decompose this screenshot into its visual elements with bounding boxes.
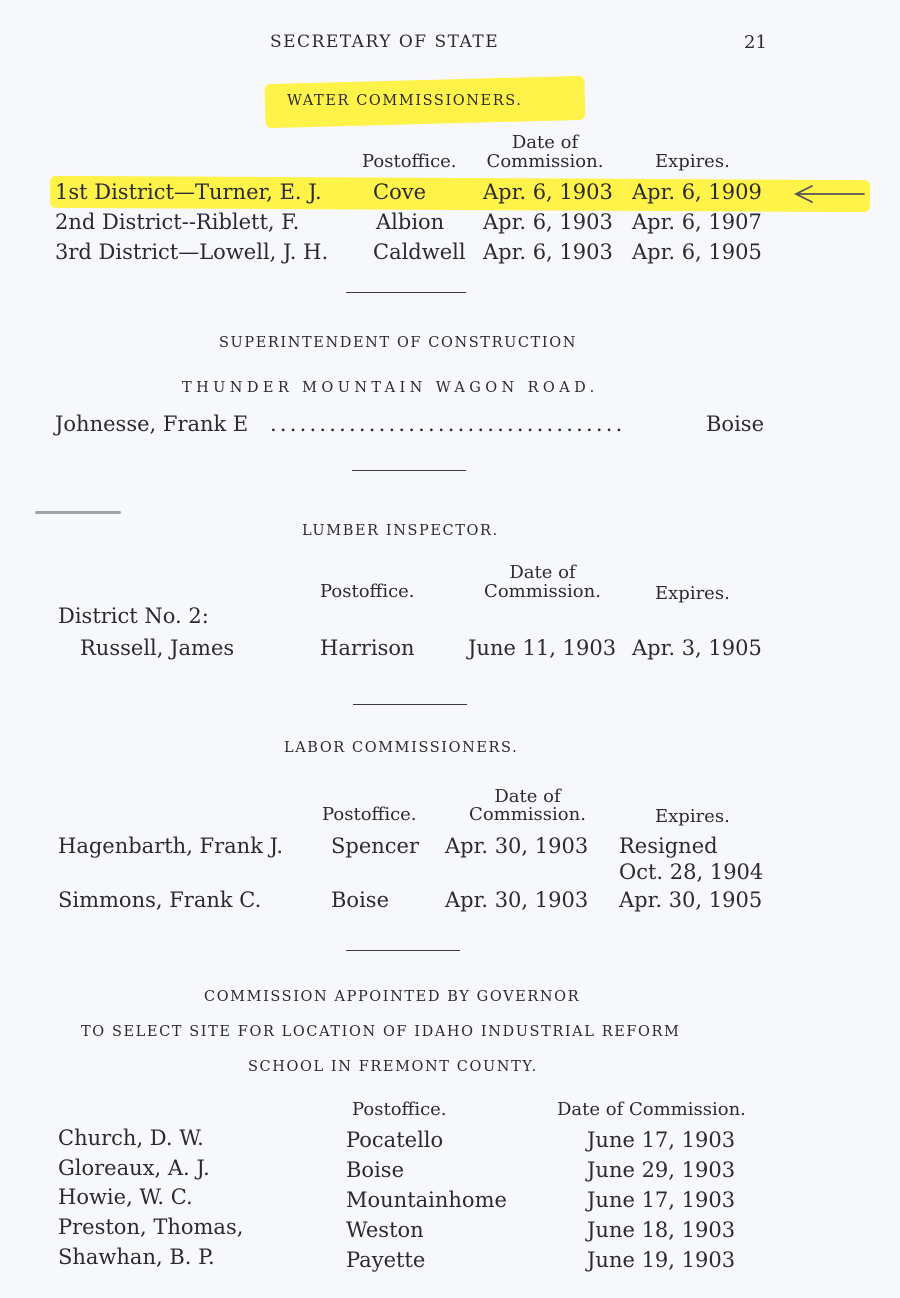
- lumber-postoffice: Harrison: [320, 636, 415, 660]
- commission-col-date: Date of Commission.: [557, 1099, 746, 1120]
- labor-col-postoffice: Postoffice.: [322, 804, 417, 825]
- water-row-postoffice: Cove: [373, 180, 427, 204]
- lumber-name: Russell, James: [80, 636, 235, 660]
- water-row-postoffice: Caldwell: [373, 240, 466, 264]
- lumber-col-date-1: Date of: [509, 562, 576, 583]
- lumber-col-postoffice: Postoffice.: [320, 581, 415, 602]
- labor-row-name: Simmons, Frank C.: [58, 888, 262, 912]
- labor-col-date-2: Commission.: [469, 804, 586, 825]
- running-header-title: SECRETARY OF STATE: [270, 32, 500, 52]
- section-divider: [353, 704, 467, 705]
- section-divider: [346, 950, 460, 951]
- labor-row-expires-date: Oct. 28, 1904: [619, 860, 764, 884]
- section-divider: [352, 470, 466, 471]
- water-col-postoffice: Postoffice.: [362, 151, 457, 172]
- commission-row-date: June 17, 1903: [587, 1188, 736, 1212]
- labor-row-date: Apr. 30, 1903: [445, 834, 589, 858]
- water-row-postoffice: Albion: [376, 210, 445, 234]
- lumber-district: District No. 2:: [58, 604, 209, 628]
- commission-title-2: TO SELECT SITE FOR LOCATION OF IDAHO INDUSTRIAL REFORM: [81, 1024, 681, 1040]
- labor-col-expires: Expires.: [655, 806, 730, 827]
- commission-row-date: June 17, 1903: [587, 1128, 736, 1152]
- section-divider: [346, 292, 466, 293]
- labor-row-date: Apr. 30, 1903: [445, 888, 589, 912]
- superintendent-place: Boise: [706, 412, 764, 436]
- water-col-date-1: Date of: [511, 132, 579, 153]
- labor-row-expires: Resigned: [619, 834, 718, 858]
- water-col-expires: Expires.: [655, 151, 730, 172]
- commission-row-name: Church, D. W.: [58, 1126, 204, 1150]
- commission-title-1: COMMISSION APPOINTED BY GOVERNOR: [204, 989, 581, 1005]
- labor-row-name: Hagenbarth, Frank J.: [58, 834, 284, 858]
- water-row-expires: Apr. 6, 1907: [632, 210, 762, 234]
- water-row-expires: Apr. 6, 1909: [632, 180, 762, 204]
- labor-row-expires: Apr. 30, 1905: [619, 888, 763, 912]
- commission-row-postoffice: Payette: [346, 1248, 426, 1272]
- commission-row-postoffice: Weston: [346, 1218, 424, 1242]
- commission-row-date: June 18, 1903: [587, 1218, 736, 1242]
- lumber-col-date-2: Commission.: [484, 581, 601, 602]
- commission-row-date: June 29, 1903: [587, 1158, 736, 1182]
- commission-row-date: June 19, 1903: [587, 1248, 736, 1272]
- commission-row-postoffice: Pocatello: [346, 1128, 444, 1152]
- arrow-left-icon: [790, 183, 870, 205]
- superintendent-name: Johnesse, Frank E: [55, 412, 249, 436]
- water-row-name: 1st District—Turner, E. J.: [55, 180, 322, 204]
- labor-row-postoffice: Spencer: [331, 834, 420, 858]
- water-row-name: 3rd District—Lowell, J. H.: [55, 240, 329, 264]
- commission-row-name: Gloreaux, A. J.: [58, 1156, 210, 1180]
- ink-smudge: [35, 511, 121, 514]
- commission-col-postoffice: Postoffice.: [352, 1099, 447, 1120]
- lumber-expires: Apr. 3, 1905: [632, 636, 762, 660]
- water-row-expires: Apr. 6, 1905: [632, 240, 762, 264]
- page-number: 21: [744, 32, 767, 53]
- commission-title-3: SCHOOL IN FREMONT COUNTY.: [248, 1059, 538, 1075]
- water-col-date-2: Commission.: [486, 151, 604, 172]
- commission-row-name: Howie, W. C.: [58, 1185, 193, 1209]
- commission-row-postoffice: Mountainhome: [346, 1188, 507, 1212]
- superintendent-subtitle: THUNDER MOUNTAIN WAGON ROAD.: [182, 380, 599, 396]
- labor-col-date-1: Date of: [494, 786, 561, 807]
- lumber-col-expires: Expires.: [655, 583, 730, 604]
- commission-row-name: Preston, Thomas,: [58, 1215, 244, 1239]
- commission-row-name: Shawhan, B. P.: [58, 1245, 215, 1269]
- superintendent-title: SUPERINTENDENT OF CONSTRUCTION: [219, 335, 577, 351]
- water-row-date: Apr. 6, 1903: [483, 210, 613, 234]
- water-row-name: 2nd District--Riblett, F.: [55, 210, 300, 234]
- commission-row-postoffice: Boise: [346, 1158, 404, 1182]
- water-section-title: WATER COMMISSIONERS.: [287, 93, 523, 109]
- labor-section-title: LABOR COMMISSIONERS.: [284, 740, 519, 756]
- water-row-date: Apr. 6, 1903: [483, 240, 613, 264]
- labor-row-postoffice: Boise: [331, 888, 389, 912]
- lumber-date: June 11, 1903: [468, 636, 617, 660]
- lumber-section-title: LUMBER INSPECTOR.: [302, 523, 499, 539]
- water-row-date: Apr. 6, 1903: [483, 180, 613, 204]
- dot-leader: ....................................: [270, 412, 626, 436]
